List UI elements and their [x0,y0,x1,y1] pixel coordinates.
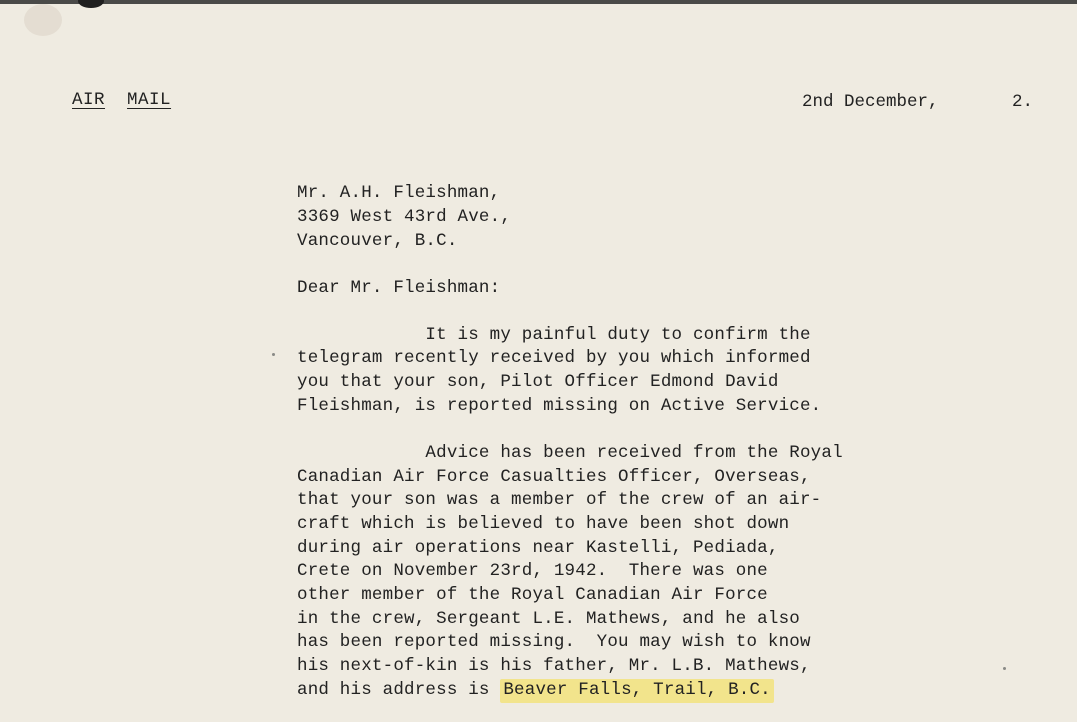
paragraph-2-line-7: other member of the Royal Canadian Air Force [297,585,768,605]
salutation: Dear Mr. Fleishman: [297,278,501,298]
paragraph-2-line-6: Crete on November 23rd, 1942. There was one [297,561,768,581]
speck [272,353,275,356]
air-word: AIR [72,90,106,110]
paper-stain [24,4,62,36]
paragraph-2-line-10: his next-of-kin is his father, Mr. L.B. Mathews, [297,656,811,676]
paragraph-2-line-1: Advice has been received from the Royal [297,443,843,463]
paragraph-1-line-2: telegram recently received by you which informed [297,348,811,368]
mail-word: MAIL [127,90,172,110]
paragraph-2-line-4: craft which is believed to have been shot down [297,514,790,534]
letter-date: 2nd December, 2. [802,92,1034,112]
paragraph-2-line-8: in the crew, Sergeant L.E. Mathews, and he also [297,609,800,629]
paragraph-1-line-3: you that your son, Pilot Officer Edmond David [297,372,779,392]
paragraph-2-line-11 [297,679,774,701]
air-mail-heading [72,89,171,111]
ink-blot [78,0,104,8]
address-lead-in: and his address is [297,680,501,700]
paragraph-2-line-3: that your son was a member of the crew of an air- [297,490,822,510]
paragraph-2-line-5: during air operations near Kastelli, Pediada, [297,538,779,558]
paragraph-1-line-4: Fleishman, is reported missing on Active Service. [297,396,822,416]
address-line-3: Vancouver, B.C. [297,231,458,251]
address-line-2: 3369 West 43rd Ave., [297,207,512,227]
paragraph-1-line-1: It is my painful duty to confirm the [297,325,811,345]
paragraph-2-line-9: has been reported missing. You may wish to know [297,632,811,652]
scan-top-edge [0,0,1077,4]
highlighted-address: Beaver Falls, Trail, B.C. [500,679,774,703]
speck [1003,667,1006,670]
address-line-1: Mr. A.H. Fleishman, [297,183,501,203]
paragraph-2-line-2: Canadian Air Force Casualties Officer, Overseas, [297,467,811,487]
